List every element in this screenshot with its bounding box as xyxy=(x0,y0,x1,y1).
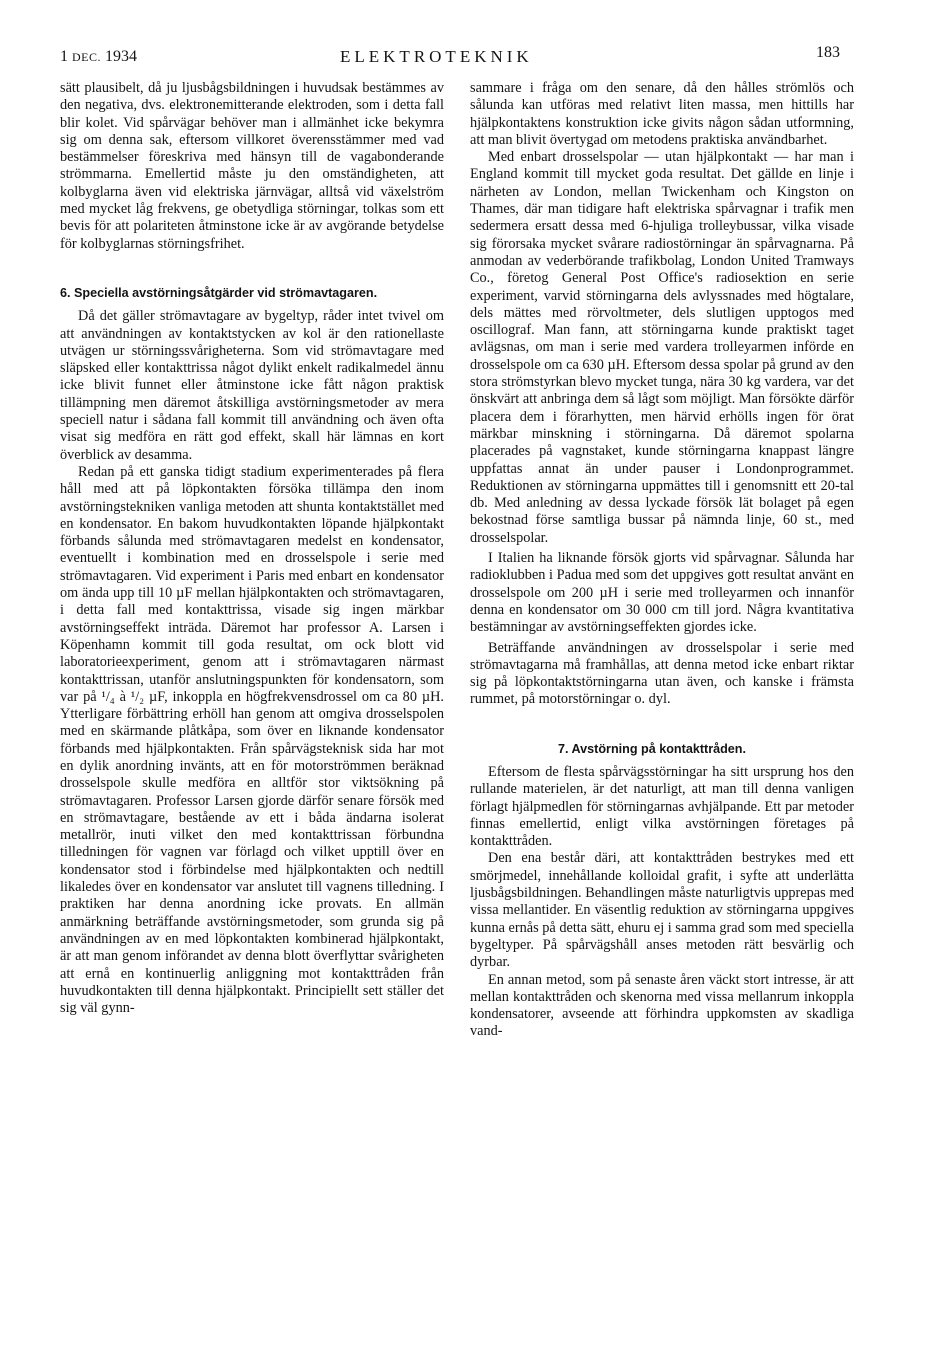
paragraph: I Italien ha liknande försök gjorts vid spårvagnar. Sålunda har radioklubben i Padua med som det uppgives gott resultat använt en drosselspole om 200 µH i serie med trolleyarmen och innanför denna en kondensator om 30 000 cm till jord. Några kvantitativa bestämningar av avstörningseffekten gjordes icke. xyxy=(470,550,854,636)
section-heading-7: 7. Avstörning på kontakttråden. xyxy=(558,741,747,756)
paragraph: Den ena består däri, att kontakttråden bestrykes med ett smörjmedel, innehållande kolloidal grafit, i syfte att underlätta ljusbågsbildningen. Behandlingen måste naturligtvis upprepas med vissa mellantider. En väsentlig reduktion av störningarna uppgives kunna ernås på detta sätt, ehuru ej i samma grad som med speciella bygeltyper. På spårvägshåll anses metoden rätt besvärlig och dyrbar. xyxy=(470,850,854,971)
issue-day: 1 xyxy=(60,48,68,65)
left-column xyxy=(60,80,444,1017)
paragraph: Då det gäller strömavtagare av bygeltyp, råder intet tvivel om att användningen av kontaktstycken av kol är den rationellaste utvägen ur störningssvårigheterna. Som vid strömavtagare med släpsked eller kontakttrissa något dylikt enkelt radikalmedel ännu icke blivit funnet eller åtminstone icke fått någon praktisk tillämpning men däremot åtskilliga avstörningsmetoder av mera speciell natur i sådana fall kommit till användning och även ofta visat sig medföra en rätt god effekt, skall här lämnas en kort överblick av desamma. xyxy=(60,308,444,463)
page-number: 183 xyxy=(816,44,840,61)
right-column xyxy=(470,80,854,1041)
issue-date xyxy=(60,47,137,67)
paragraph: Eftersom de flesta spårvägsstörningar ha sitt ursprung hos den rullande materielen, är det naturligt, att man till denna vanligen förlagt hjälpmedlen för störningarnas avhjälpande. Ett par metoder finnas emellertid, enligt vilka avstörningen företages på kontakttråden. xyxy=(470,763,854,850)
paragraph: En annan metod, som på senaste åren väckt stort intresse, är att mellan kontakttråden och skenorna med vissa mellanrum inkoppla kondensatorer, avseende att förhindra uppkomsten av skadliga vand- xyxy=(470,971,854,1040)
section-heading-6: 6. Speciella avstörningsåtgärder vid strömavtagaren. xyxy=(60,285,378,300)
paragraph: Beträffande användningen av drosselspolar i serie med strömavtagarna må framhållas, att denna metod icke enbart riktar sig på löpkontaktstörningarna utan även, och kanske i främsta rummet, på motorstörningar o. dyl. xyxy=(470,639,854,708)
journal-title: ELEKTROTEKNIK xyxy=(340,47,533,66)
paragraph: sätt plausibelt, då ju ljusbågsbildningen i huvudsak bestämmes av den negativa, dvs. elektronemitterande elektroden, som i detta fall blir kolet. Vid spårvägar behöver man i allmänhet icke bekymra sig om denna sak, eftersom villkoret överensstämmer med vad bestämmelser föreskriva med hänsyn till de vagabonderande strömmarna. Emellertid måste ju den omständigheten, att kolbyglarna även vid elektriska järnvägar, alltså vid växelström med mycket låg frekvens, ge obetydliga störningar, tolkas som ett bevis för att polariteten åtminstone icke är av avgörande betydelse för kolbyglarnas störningsfrihet. xyxy=(60,80,444,252)
issue-month: DEC. xyxy=(72,50,101,64)
paragraph: Redan på ett ganska tidigt stadium experimenterades på flera håll med att på löpkontakten försöka tillämpa den inom avstörningstekniken vanliga metoden att shunta kontaktstället med en kondensator. En bakom huvudkontakten löpande hjälpkontakt förbands sålunda med strömavtagaren medelst en kondensator, eventuellt i kombination med en drosselspole i serie med strömavtagaren. Vid experiment i Paris med enbart en kondensator om ända upp till 10 µF mellan hjälpkontakten och strömavtagaren, i detta fall med kontakttrissa, visade sig ingen märkbar avstörningseffekt inträda. Däremot har professor A. Larsen i Köpenhamn kommit till goda resultat, om ock blott vid laboratorieexperiment, genom att i strömavtagaren närmast kontakttrissan, utanför anslutningspunkten för kondensatorn, som var på ¹/₄ à ¹/₂ µF, inkoppla en högfrekvensdrossel om ca 80 µH. Ytterligare förbättring erhöll han genom att omgiva drosselspolen med en skärmande plåtkåpa, som över en liknande kondensator förbands med hjälpkontakten. Från spårvägsteknisk sida har mot en dylik anordning invänts, att en för motorströmmen beräknad drosselspole skulle medföra en alltför stor viktsökning på strömavtagaren. Professor Larsen gjorde därför senare försök med en strömavtagare, bestående av ett i båda ändarna isolerat metallrör, inuti vilket den med kontakttrissan förbundna tilledningen för vagnen var förlagd och vilket upptill över en kondensator stod i förbindelse med hjälpkontakten och nedtill likaledes över en kondensator var anslutet till vagnens tilledning. I praktiken har denna anordning icke provats. En allmän anmärkning beträffande avstörningsmetoder, som grunda sig på användningen av en med löpkontakten kombinerad hjälpkontakt, är att man genom införandet av denna blott överflyttar svårigheten att ernå en kontinuerlig anliggning mot kontakttråden från huvudkontakten till denna hjälpkontakt. Principiellt sett ställer det sig väl gynn- xyxy=(60,463,444,1017)
issue-year: 1934 xyxy=(105,48,137,65)
paragraph: sammare i fråga om den senare, då den hålles strömlös och sålunda kan utföras med relativt liten massa, men hittills har hjälpkontaktens konstruktion icke givits någon sådan utformning, att man blivit övertygad om metodens praktiska användbarhet. xyxy=(470,80,854,148)
paragraph: Med enbart drosselspolar — utan hjälpkontakt — har man i England kommit till mycket goda resultat. Det gällde en linje i närheten av London, mellan Twickenham och Kingston on Thames, där man tidigare haft elektriska spårvagnar i trafik men sedermera ersatt dessa med 6-hjuliga trolleybussar, vilka visade sig förorsaka mycket svårare radiostörningar än spårvagnarna. På anmodan av vederbörande trafikbolag, London United Tramways Co., företog General Post Office's radiosektion en serie experiment, varvid störningarna dels avlyssnades med högtalare, dels mättes med rörvoltmeter, dels slutligen upptogos med oscillograf. Man fann, att störningarna kunde praktiskt taget avlägsnas, om man i serie med vardera trolleyarmen införde en drosselspole om ca 630 µH. Eftersom dessa spolar på grund av den stora strömstyrkan blevo mycket tunga, nära 30 kg vardera, var det önskvärt att anbringa dem så lågt som möjligt. Man försökte därför placera dem i förarhytten, men härvid erhölls ingen för örat märkbar minskning i störningarna. Då däremot spolarna placerades på vagnstaket, kunde störningarna knappast längre uppfattas annat än under pauser i Londonprogrammet. Reduktionen av störningarna uppmättes till i genomsnitt ett 20-tal db. Med anledning av dessa lyckade försök lät bolaget på egen bekostnad förse samtliga bussar på nämnda linje, 60 st., med drosselspolar. xyxy=(470,149,854,546)
